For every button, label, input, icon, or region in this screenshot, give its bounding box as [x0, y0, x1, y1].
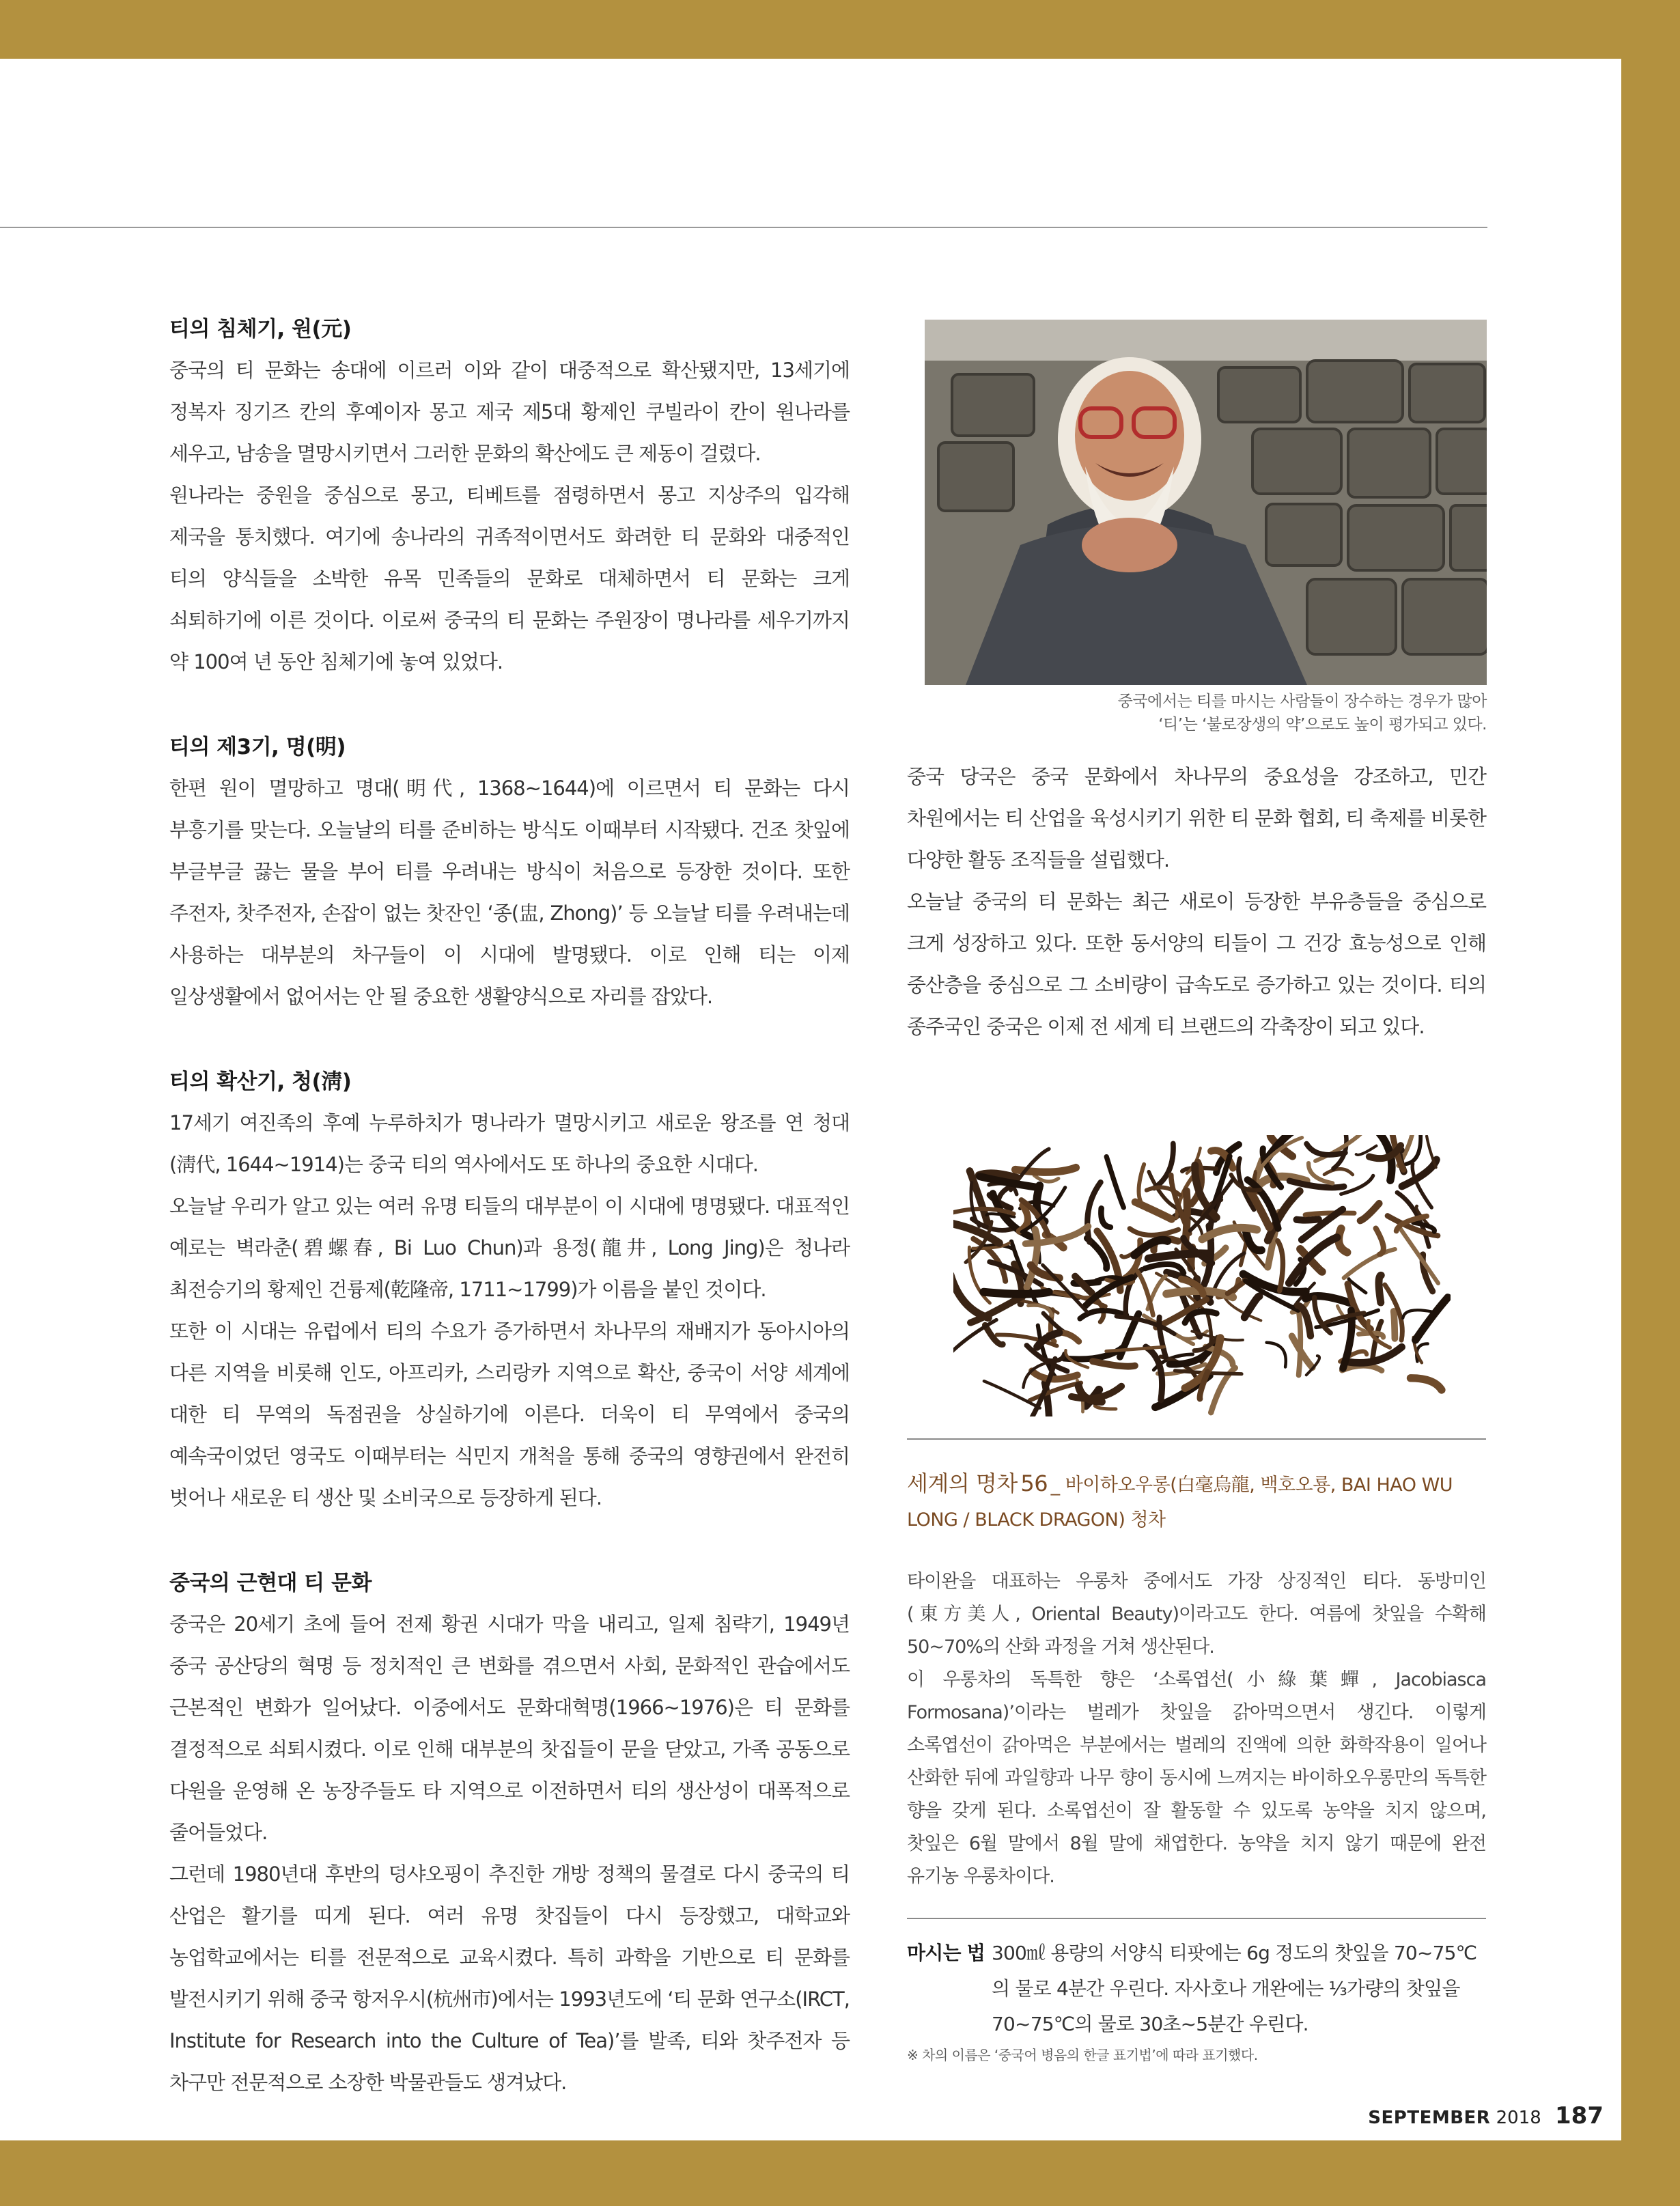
tea-leaf	[1289, 1181, 1344, 1188]
section-title: 티의 확산기, 청(淸)	[169, 1070, 352, 1094]
tea-leaf	[1324, 1169, 1353, 1175]
elder-photo	[925, 320, 1487, 685]
brew-text: 300㎖ 용량의 서양식 티팟에는 6g 정도의 찻잎을 70~75℃의 물로 4분간 우린다. 자사호나 개완에는 ⅓가량의 찻잎을 70~75℃의 물로 30초~5분간 우린다.	[992, 1942, 1477, 2035]
tea-leaf	[1095, 1406, 1116, 1409]
paragraph: 17세기 여진족의 후예 누루하치가 명나라가 멸망시키고 새로운 왕조를 연 청대(淸代, 1644~1914)는 중국 티의 역사에서도 또 하나의 중요한 시대다.	[169, 1111, 850, 1176]
tea-card-body	[907, 1565, 1486, 1893]
series-number: 56	[1020, 1470, 1048, 1496]
gold-frame-top	[0, 0, 1680, 59]
elder-photo-illustration	[925, 320, 1487, 685]
tea-leaf	[1106, 1157, 1123, 1207]
tea-leaf	[1244, 1296, 1259, 1317]
caption-line: ‘티’는 ‘불로장생의 약’으로도 높이 평가되고 있다.	[1158, 716, 1487, 734]
tea-leaf	[1356, 1146, 1377, 1155]
paragraph: 중국 당국은 중국 문화에서 차나무의 중요성을 강조하고, 민간 차원에서는 티 산업을 육성시키기 위한 티 문화 협회, 티 축제를 비롯한 다양한 활동 조직들을 설립했다.	[907, 765, 1486, 871]
caption-line: 중국에서는 티를 마시는 사람들이 장수하는 경우가 많아	[1117, 693, 1487, 710]
tea-leaf	[1093, 1361, 1135, 1366]
photo-caption	[925, 690, 1487, 736]
brew-label: 마시는 법	[907, 1942, 985, 1964]
folio-month: SEPTEMBER	[1368, 2108, 1491, 2128]
tea-leaf	[984, 1381, 1040, 1408]
brew-rule	[907, 1918, 1486, 1919]
page-number: 187	[1555, 2102, 1604, 2130]
gold-frame-right	[1621, 0, 1680, 2206]
paragraph: 타이완을 대표하는 우롱차 중에서도 가장 상징적인 티다. 동방미인(東方美人, Oriental Beauty)이라고도 한다. 여름에 찻잎을 수확해 50~70%의 산화 과정을 거쳐 생산된다.	[907, 1571, 1486, 1658]
page-folio	[1368, 2102, 1604, 2132]
section-title: 중국의 근현대 티 문화	[169, 1571, 372, 1595]
tea-leaf	[1278, 1241, 1283, 1291]
paragraph: 원나라는 중원을 중심으로 몽고, 티베트를 점령하면서 몽고 지상주의 입각해 제국을 통치했다. 여기에 송나라의 귀족적이면서도 화려한 티 문화와 대중적인 티의 양식들을 소박한 유목 민족들의 문화로 대체하면서 티 문화는 크게 쇠퇴하기에 이른 것이다. 이로써 중국의 티 문화는 주원장이 명나라를 세우기까지 약 100여 년 동안 침체기에 놓여 있었다.	[169, 484, 850, 673]
section-title: 티의 제3기, 명(明)	[169, 735, 346, 759]
tea-leaf	[1064, 1346, 1124, 1359]
tea-leaf	[1136, 1269, 1153, 1315]
header-rule	[0, 227, 1487, 228]
tea-leaf	[970, 1294, 1026, 1323]
gold-frame-bottom	[0, 2140, 1680, 2206]
tea-leaves-image	[953, 1135, 1451, 1416]
tea-leaf	[1034, 1175, 1059, 1182]
tea-leaf	[1379, 1275, 1381, 1302]
tea-leaf	[983, 1292, 1048, 1294]
tea-leaf	[1135, 1202, 1171, 1219]
paragraph: 이 우롱차의 독특한 향은 ‘소록엽선(小綠葉蟬, Jacobiasca Formosana)’이라는 벌레가 찻잎을 갉아먹으면서 생긴다. 이렇게 소록엽선이 갉아먹은 부분에서는 벌레의 진액에 의한 화학작용이 일어나 산화한 뒤에 과일향과 나무 향이 동시에 느껴지는 바이하오우롱만의 독특한 향을 갖게 된다. 소록엽선이 잘 활동할 수 있도록 농약을 치지 않으며, 찻잎은 6월 말에서 8월 말에 채엽한다. 농약을 치지 않기 때문에 완전 유기농 우롱차이다.	[907, 1669, 1486, 1887]
section-qing	[169, 1061, 850, 1519]
tea-leaf	[1411, 1378, 1442, 1390]
paragraph: 오늘날 우리가 알고 있는 여러 유명 티들의 대부분이 이 시대에 명명됐다. 대표적인 예로는 벽라춘(碧螺春, Bi Luo Chun)과 용정(龍井, Long Jing)은 청나라 최전승기의 황제인 건륭제(乾隆帝, 1711~1799)가 이름을 붙인 것이다.	[169, 1195, 850, 1301]
tea-leaf	[953, 1320, 996, 1360]
series-label: 세계의 명차	[907, 1470, 1018, 1496]
tea-leaf	[1146, 1347, 1162, 1400]
tea-leaf	[1246, 1231, 1261, 1251]
tea-name: _ 바이하오우롱(白毫烏龍, 백호오룡, BAI HAO WU LONG / BLACK DRAGON) 청차	[907, 1475, 1453, 1531]
left-column	[169, 309, 850, 2147]
paragraph: 또한 이 시대는 유럽에서 티의 수요가 증가하면서 차나무의 재배지가 동아시아의 다른 지역을 비롯해 인도, 아프리카, 스리랑카 지역으로 확산, 중국이 서양 세계에 대한 티 무역의 독점권을 상실하기에 이른다. 더욱이 티 무역에서 중국의 예속국이었던 영국도 이때부터는 식민지 개척을 통해 중국의 영향권에서 완전히 벗어나 새로운 티 생산 및 소비국으로 등장하게 된다.	[169, 1320, 850, 1509]
section-modern	[169, 1563, 850, 2104]
tea-card-title	[907, 1467, 1486, 1539]
section-yuan	[169, 309, 850, 683]
tea-leaf	[1267, 1343, 1286, 1367]
footnote: ※ 차의 이름은 ‘중국어 병음의 한글 표기법’에 따라 표기했다.	[907, 2047, 1258, 2063]
folio-year: 2018	[1496, 2108, 1541, 2128]
tea-leaf	[1297, 1219, 1319, 1220]
tea-leaf	[1106, 1347, 1164, 1351]
tea-leaf	[1416, 1298, 1448, 1340]
tea-leaf	[1130, 1229, 1178, 1235]
tea-leaf	[1298, 1309, 1300, 1376]
paragraph: 한편 원이 멸망하고 명대(明代, 1368~1644)에 이르면서 티 문화는 다시 부흥기를 맞는다. 오늘날의 티를 준비하는 방식도 이때부터 시작됐다. 건조 찻잎에 부글부글 끓는 물을 부어 티를 우려내는 방식이 처음으로 등장한 것이다. 또한 주전자, 찻주전자, 손잡이 없는 찻잔인 ‘종(盅, Zhong)’ 등 오늘날 티를 우려내는데 사용하는 대부분의 차구들이 이 시대에 발명됐다. 이로 인해 티는 이제 일상생활에서 없어서는 안 될 중요한 생활양식으로 자리를 잡았다.	[169, 777, 850, 1008]
section-ming	[169, 727, 850, 1018]
tea-leaf	[1360, 1203, 1380, 1220]
tea-leaf	[1344, 1249, 1395, 1278]
tea-leaf	[1101, 1208, 1110, 1227]
tea-leaf	[1394, 1311, 1395, 1339]
right-column	[907, 756, 1486, 1048]
section-title: 티의 침체기, 원(元)	[169, 317, 352, 341]
tea-leaf	[1339, 1229, 1347, 1253]
paragraph: 중국의 티 문화는 송대에 이르러 이와 같이 대중적으로 확산됐지만, 13세기에 정복자 징기즈 칸의 후예이자 몽고 제국 제5대 황제인 쿠빌라이 칸이 원나라를 세우고, 남송을 멸망시키면서 그러한 문화의 확산에도 큰 제동이 걸렸다.	[169, 359, 850, 465]
tea-leaf	[1376, 1229, 1384, 1255]
paragraph: 오늘날 중국의 티 문화는 최근 새로이 등장한 부유층들을 중심으로 크게 성장하고 있다. 또한 동서양의 티들이 그 건강 효능성으로 인해 중산층을 중심으로 그 소비량이 급속도로 증가하고 있는 것이다. 티의 종주국인 중국은 이제 전 세계 티 브랜드의 각축장이 되고 있다.	[907, 890, 1486, 1038]
brewing-method	[907, 1936, 1486, 2042]
card-rule	[907, 1438, 1486, 1440]
paragraph: 그런데 1980년대 후반의 덩샤오핑이 추진한 개방 정책의 물결로 다시 중국의 티 산업은 활기를 띠게 된다. 여러 유명 찻집들이 다시 등장했고, 대학교와 농업학교에서는 티를 전문적으로 교육시켰다. 특히 과학을 기반으로 티 문화를 발전시키기 위해 중국 항저우시(杭州市)에서는 1993년도에 ‘티 문화 연구소(IRCT, Institute for Research into the Culture of Tea)’를 발족, 티와 찻주전자 등 차구만 전문적으로 소장한 박물관들도 생겨났다.	[169, 1862, 850, 2094]
paragraph: 중국은 20세기 초에 들어 전제 황권 시대가 막을 내리고, 일제 침략기, 1949년 중국 공산당의 혁명 등 정치적인 큰 변화를 겪으면서 사회, 문화적인 관습에서도 근본적인 변화가 일어났다. 이중에서도 문화대혁명(1966~1976)은 티 문화를 결정적으로 쇠퇴시켰다. 이로 인해 대부분의 찻집들이 문을 닫았고, 가족 공동으로 다원을 운영해 온 농장주들도 타 지역으로 이전하면서 티의 생산성이 대폭적으로 줄어들었다.	[169, 1612, 850, 1844]
tea-leaves-illustration	[953, 1135, 1451, 1416]
tea-leaf	[1315, 1135, 1364, 1161]
